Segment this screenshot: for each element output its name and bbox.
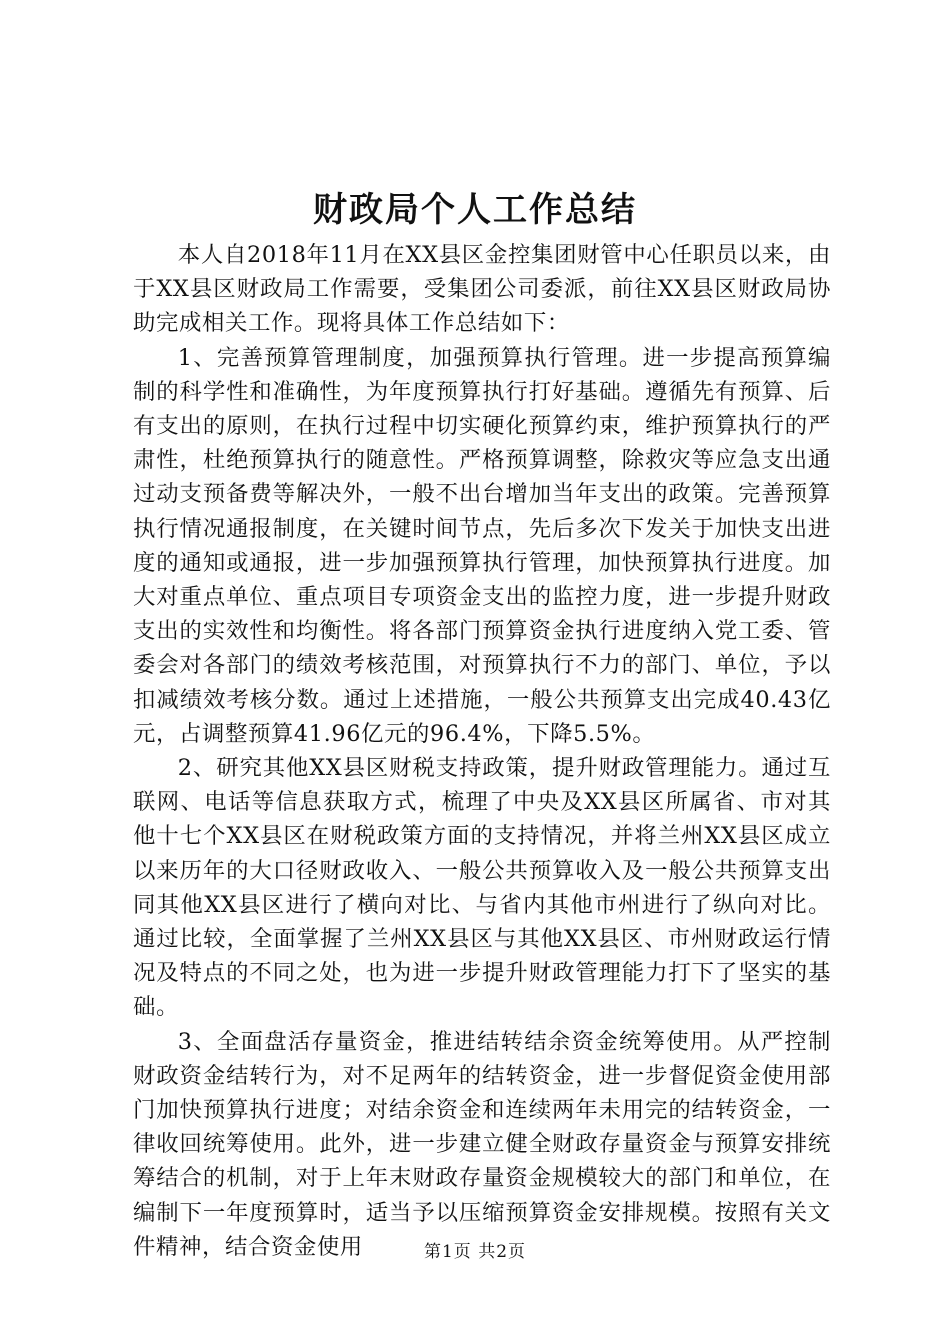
document-body [133,238,831,1264]
paragraph-intro: 本人自2018年11月在XX县区金控集团财管中心任职员以来，由于XX县区财政局工作需要，受集团公司委派，前往XX县区财政局协助完成相关工作。现将具体工作总结如下： [133,242,831,337]
paragraph-stock-funds: 3、全面盘活存量资金，推进结转结余资金统筹使用。从严控制财政资金结转行为，对不足两年的结转资金，进一步督促资金使用部门加快预算执行进度；对结余资金和连续两年未用完的结转资金，一律收回统筹使用。此外，进一步建立健全财政存量资金与预算安排统筹结合的机制，对于上年末财政存量资金规模较大的部门和单位，在编制下一年度预算时，适当予以压缩预算资金安排规模。按照有关文件精神，结合资金使用 [133,1028,831,1260]
document-title: 财政局个人工作总结 [313,190,637,230]
paragraph-policy-research: 2、研究其他XX县区财税支持政策，提升财政管理能力。通过互联网、电话等信息获取方式，梳理了中央及XX县区所属省、市对其他十七个XX县区在财税政策方面的支持情况，并将兰州XX县区成立以来历年的大口径财政收入、一般公共预算收入及一般公共预算支出同其他XX县区进行了横向对比、与省内其他市州进行了纵向对比。通过比较，全面掌握了兰州XX县区与其他XX县区、市州财政运行情况及特点的不同之处，也为进一步提升财政管理能力打下了坚实的基础。 [133,755,831,1021]
paragraph-budget-management: 1、完善预算管理制度，加强预算执行管理。进一步提高预算编制的科学性和准确性，为年度预算执行打好基础。遵循先有预算、后有支出的原则，在执行过程中切实硬化预算约束，维护预算执行的严肃性，杜绝预算执行的随意性。严格预算调整，除救灾等应急支出通过动支预备费等解决外，一般不出台增加当年支出的政策。完善预算执行情况通报制度，在关键时间节点，先后多次下发关于加快支出进度的通知或通报，进一步加强预算执行管理，加快预算执行进度。加大对重点单位、重点项目专项资金支出的监控力度，进一步提升财政支出的实效性和均衡性。将各部门预算资金执行进度纳入党工委、管委会对各部门的绩效考核范围，对预算执行不力的部门、单位，予以扣减绩效考核分数。通过上述措施，一般公共预算支出完成40.43亿元，占调整预算41.96亿元的96.4%，下降5.5%。 [133,344,831,747]
page-number-footer: 第1页 共2页 [423,1242,527,1262]
